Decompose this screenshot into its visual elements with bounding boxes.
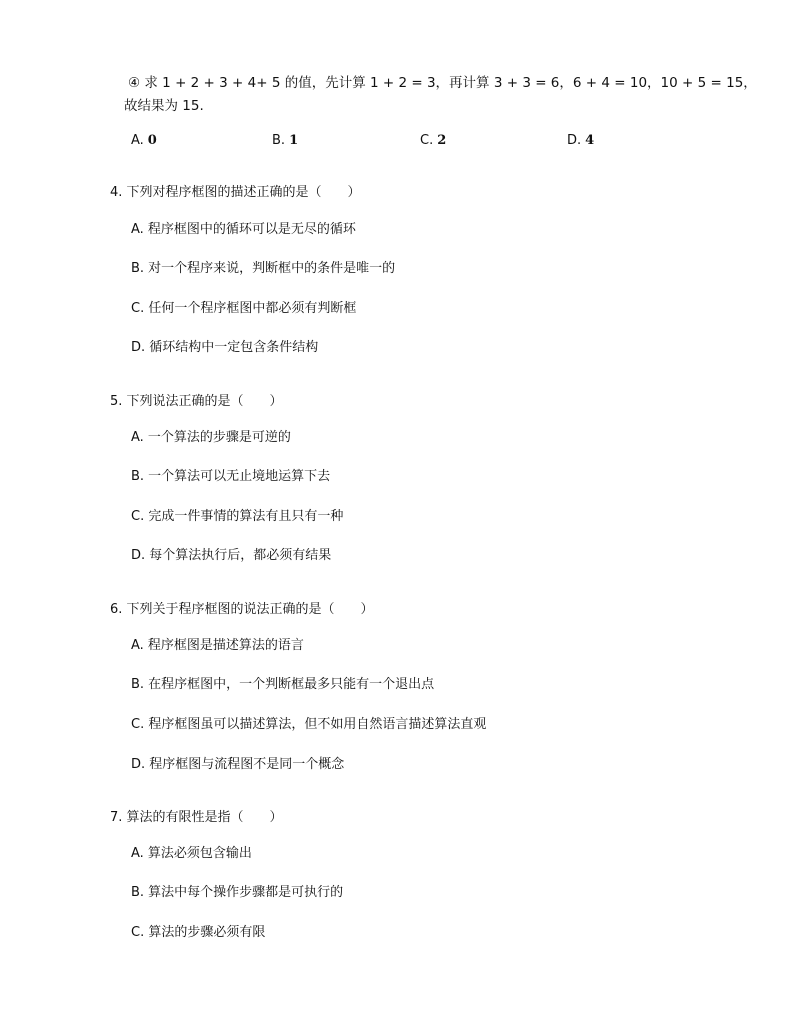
q3-choice-d — [567, 132, 594, 150]
q3-choice-c — [420, 132, 446, 150]
question-5-option-c: C. 完成一件事情的算法有且只有一种 — [131, 509, 344, 524]
question-4-option-b: B. 对一个程序来说，判断框中的条件是唯一的 — [131, 261, 396, 276]
choice-letter: A. — [131, 133, 144, 148]
question-6-option-b: B. 在程序框图中，一个判断框最多只能有一个退出点 — [131, 677, 435, 692]
choice-value: 2 — [437, 133, 447, 148]
question-6-title: 6. 下列关于程序框图的说法正确的是（ ） — [110, 602, 374, 617]
question-6-option-a: A. 程序框图是描述算法的语言 — [131, 638, 304, 653]
choice-value: 1 — [289, 133, 299, 148]
question-5-option-a: A. 一个算法的步骤是可逆的 — [131, 430, 291, 445]
question-4-option-d: D. 循环结构中一定包含条件结构 — [131, 340, 319, 355]
question-6-option-d: D. 程序框图与流程图不是同一个概念 — [131, 757, 345, 772]
question-7-option-b: B. 算法中每个操作步骤都是可执行的 — [131, 885, 344, 900]
question-7-title: 7. 算法的有限性是指（ ） — [110, 810, 283, 825]
choice-value: 4 — [585, 133, 595, 148]
question-7-option-a: A. 算法必须包含输出 — [131, 846, 252, 861]
question-5-option-b: B. 一个算法可以无止境地运算下去 — [131, 469, 331, 484]
q3-choice-a — [131, 132, 157, 150]
question-4-title: 4. 下列对程序框图的描述正确的是（ ） — [110, 185, 361, 200]
q3-statement-4-conclusion: 故结果为 15. — [124, 98, 204, 114]
question-4-option-c: C. 任何一个程序框图中都必须有判断框 — [131, 301, 357, 316]
choice-letter: C. — [420, 133, 434, 148]
q3-choice-b — [272, 132, 298, 150]
choice-value: 0 — [147, 133, 157, 148]
question-6-option-c: C. 程序框图虽可以描述算法，但不如用自然语言描述算法直观 — [131, 717, 487, 732]
q3-statement-4: ④ 求 1 + 2 + 3 + 4+ 5 的值，先计算 1 + 2 = 3，再计算 3 + 3 = 6，6 + 4 = 10，10 + 5 = 15， — [128, 75, 757, 91]
choice-letter: B. — [272, 133, 286, 148]
choice-letter: D. — [567, 133, 582, 148]
question-4-option-a: A. 程序框图中的循环可以是无尽的循环 — [131, 222, 356, 237]
question-7-option-c: C. 算法的步骤必须有限 — [131, 925, 266, 940]
question-5-option-d: D. 每个算法执行后，都必须有结果 — [131, 548, 332, 563]
question-5-title: 5. 下列说法正确的是（ ） — [110, 394, 283, 409]
